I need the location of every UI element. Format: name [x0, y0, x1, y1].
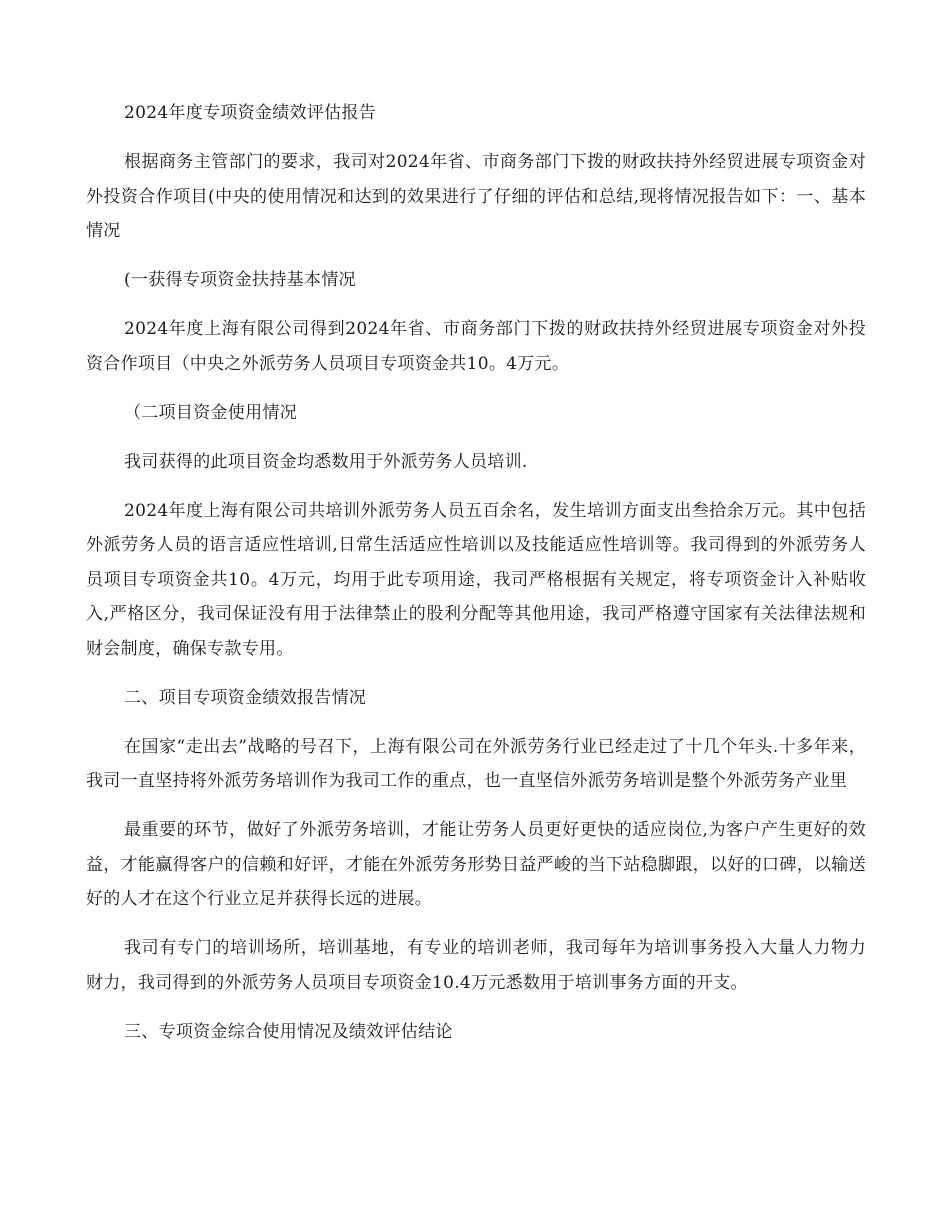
- intro-paragraph: 根据商务主管部门的要求，我司对2024年省、市商务部门下拨的财政扶持外经贸进展专项资金对外投资合作项目(中央的使用情况和达到的效果进行了仔细的评估和总结,现将情况报告如下：一、基本情况: [86, 152, 866, 241]
- usage-paragraph: 我司获得的此项目资金均悉数用于外派劳务人员培训.: [124, 451, 528, 472]
- section-heading-fund-usage: （二项目资金使用情况: [124, 402, 297, 423]
- section-heading-conclusion: 三、专项资金综合使用情况及绩效评估结论: [124, 1021, 453, 1042]
- facilities-paragraph: 我司有专门的培训场所，培训基地，有专业的培训老师，我司每年为培训事务投入大量人力物力财力，我司得到的外派劳务人员项目专项资金10.4万元悉数用于培训事务方面的开支。: [86, 938, 866, 993]
- document-page: [86, 96, 866, 1064]
- funding-paragraph: 2024年度上海有限公司得到2024年省、市商务部门下拨的财政扶持外经贸进展专项资金对外投资合作项目（中央之外派劳务人员项目专项资金共10。4万元。: [86, 319, 866, 374]
- importance-paragraph: 最重要的环节，做好了外派劳务培训，才能让劳务人员更好更快的适应岗位,为客户产生更好的效益，才能赢得客户的信赖和好评，才能在外派劳务形势日益严峻的当下站稳脚跟，以好的口碑，以输送好的人才在这个行业立足并获得长远的进展。: [86, 820, 866, 909]
- strategy-paragraph: 在国家“走出去”战略的号召下，上海有限公司在外派劳务行业已经走过了十几个年头.十多年来，我司一直坚持将外派劳务培训作为我司工作的重点，也一直坚信外派劳务培训是整个外派劳务产业里: [86, 736, 866, 791]
- section-heading-funding-basics: (一获得专项资金扶持基本情况: [124, 270, 356, 290]
- section-heading-performance: 二、项目专项资金绩效报告情况: [124, 687, 367, 708]
- training-paragraph: 2024年度上海有限公司共培训外派劳务人员五百余名，发生培训方面支出叁拾余万元。其中包括外派劳务人员的语言适应性培训,日常生活适应性培训以及技能适应性培训等。我司得到的外派劳务人员项目专项资金共10。4万元，均用于此专项用途，我司严格根据有关规定，将专项资金计入补贴收入,严格区分，我司保证没有用于法律禁止的股利分配等其他用途，我司严格遵守国家有关法律法规和财会制度，确保专款专用。: [86, 500, 866, 659]
- report-title: 2024年度专项资金绩效评估报告: [124, 103, 377, 123]
